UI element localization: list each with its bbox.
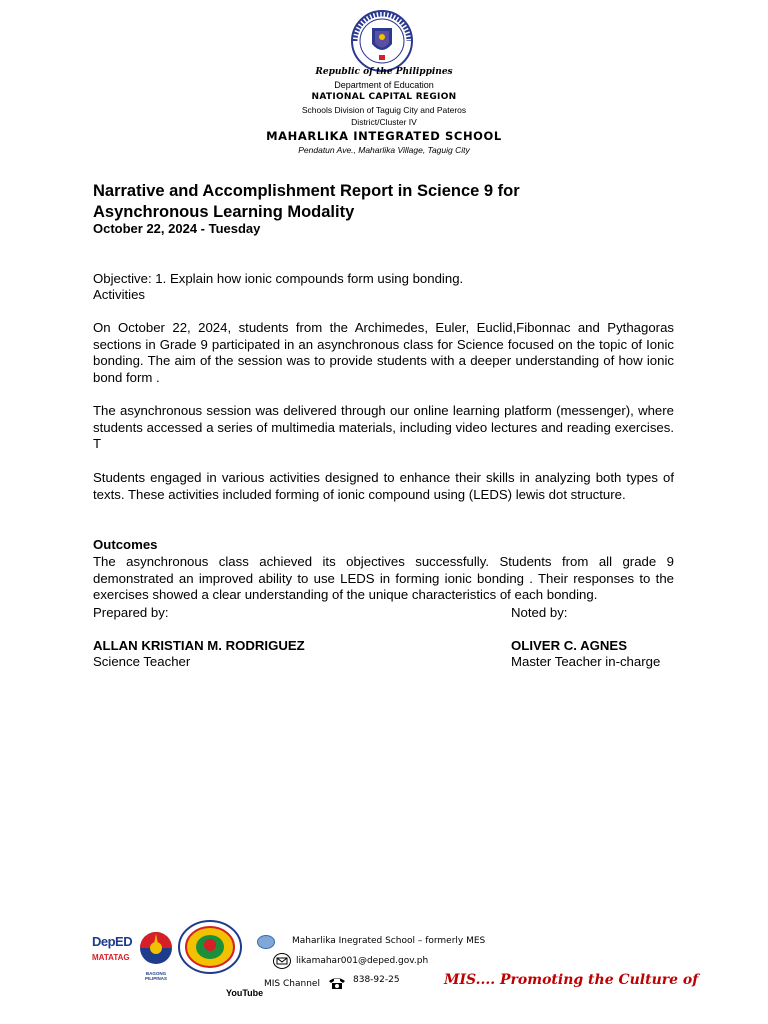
outcomes-label: Outcomes xyxy=(93,537,158,552)
footer-email[interactable]: likamahar001@deped.gov.ph xyxy=(296,956,429,966)
division-line: Schools Division of Taguig City and Pateros xyxy=(301,105,467,115)
youtube-logo xyxy=(226,983,264,998)
deped-seal-logo xyxy=(351,10,413,72)
phone-icon xyxy=(327,976,347,990)
department-line: Department of Education xyxy=(334,80,434,90)
objective-line: Objective: 1. Explain how ionic compounds form using bonding. xyxy=(93,271,464,286)
matatag-wordmark: MATATAG xyxy=(92,953,130,962)
noted-by-label: Noted by: xyxy=(511,605,568,620)
region-line: NATIONAL CAPITAL REGION xyxy=(311,92,457,102)
footer-phone: 838-92-25 xyxy=(353,975,400,985)
activities-label: Activities xyxy=(93,287,146,302)
footer-slogan: MIS.... Promoting the Culture of xyxy=(444,972,699,988)
globe-icon xyxy=(257,935,275,949)
school-address: Pendatun Ave., Maharlika Village, Taguig City xyxy=(298,145,470,155)
report-title-line1: Narrative and Accomplishment Report in Science 9 for xyxy=(93,182,520,200)
deped-matatag-logo xyxy=(92,934,132,972)
report-date: October 22, 2024 - Tuesday xyxy=(93,221,261,236)
school-name: MAHARLIKA INTEGRATED SCHOOL xyxy=(266,129,502,143)
republic-line: Republic of the Philippines xyxy=(315,67,453,77)
noted-by-name: OLIVER C. AGNES xyxy=(511,638,628,653)
report-title xyxy=(93,181,693,223)
paragraph-1: On October 22, 2024, students from the Archimedes, Euler, Euclid,Fibonnac and Pythagoras sections in Grade 9 participated in an asynchronous class for Science focused on the topic of Ionic bonding. The aim of the session was to provide students with a deeper understanding of how ionic bond form . xyxy=(93,320,674,385)
paragraph-2: The asynchronous session was delivered through our online learning platform (messenger), where students accessed a series of multimedia materials, including video lectures and reading exercises. T xyxy=(93,403,674,451)
maharlika-school-seal xyxy=(178,920,242,974)
footer-school-line: Maharlika Inegrated School – formerly MES xyxy=(292,936,486,946)
deped-wordmark: DepED xyxy=(92,934,133,949)
prepared-by-label: Prepared by: xyxy=(93,605,169,620)
paragraph-3: Students engaged in various activities designed to enhance their skills in analyzing both types of texts. These activities included forming of ionic compound using (LEDS) lewis dot structure. xyxy=(93,470,674,502)
noted-by-title: Master Teacher in-charge xyxy=(511,654,661,669)
outcomes-text: The asynchronous class achieved its objectives successfully. Students from all grade 9 demonstrated an improved ability to use LEDS in forming ionic bonding . Their responses to the exercises showed a clear understanding of the unique characteristics of each bonding. xyxy=(93,554,674,602)
footer-channel: MIS Channel xyxy=(264,979,320,989)
prepared-by-name: ALLAN KRISTIAN M. RODRIGUEZ xyxy=(93,638,305,653)
bagong-pilipinas-logo xyxy=(136,930,176,981)
prepared-by-title: Science Teacher xyxy=(93,654,191,669)
report-title-line2: Asynchronous Learning Modality xyxy=(93,203,355,221)
email-icon xyxy=(273,953,291,969)
district-line: District/Cluster IV xyxy=(351,117,417,127)
bagong-pilipinas-text: BAGONG PILIPINAS xyxy=(144,971,167,981)
youtube-wordmark: YouTube xyxy=(226,988,264,998)
